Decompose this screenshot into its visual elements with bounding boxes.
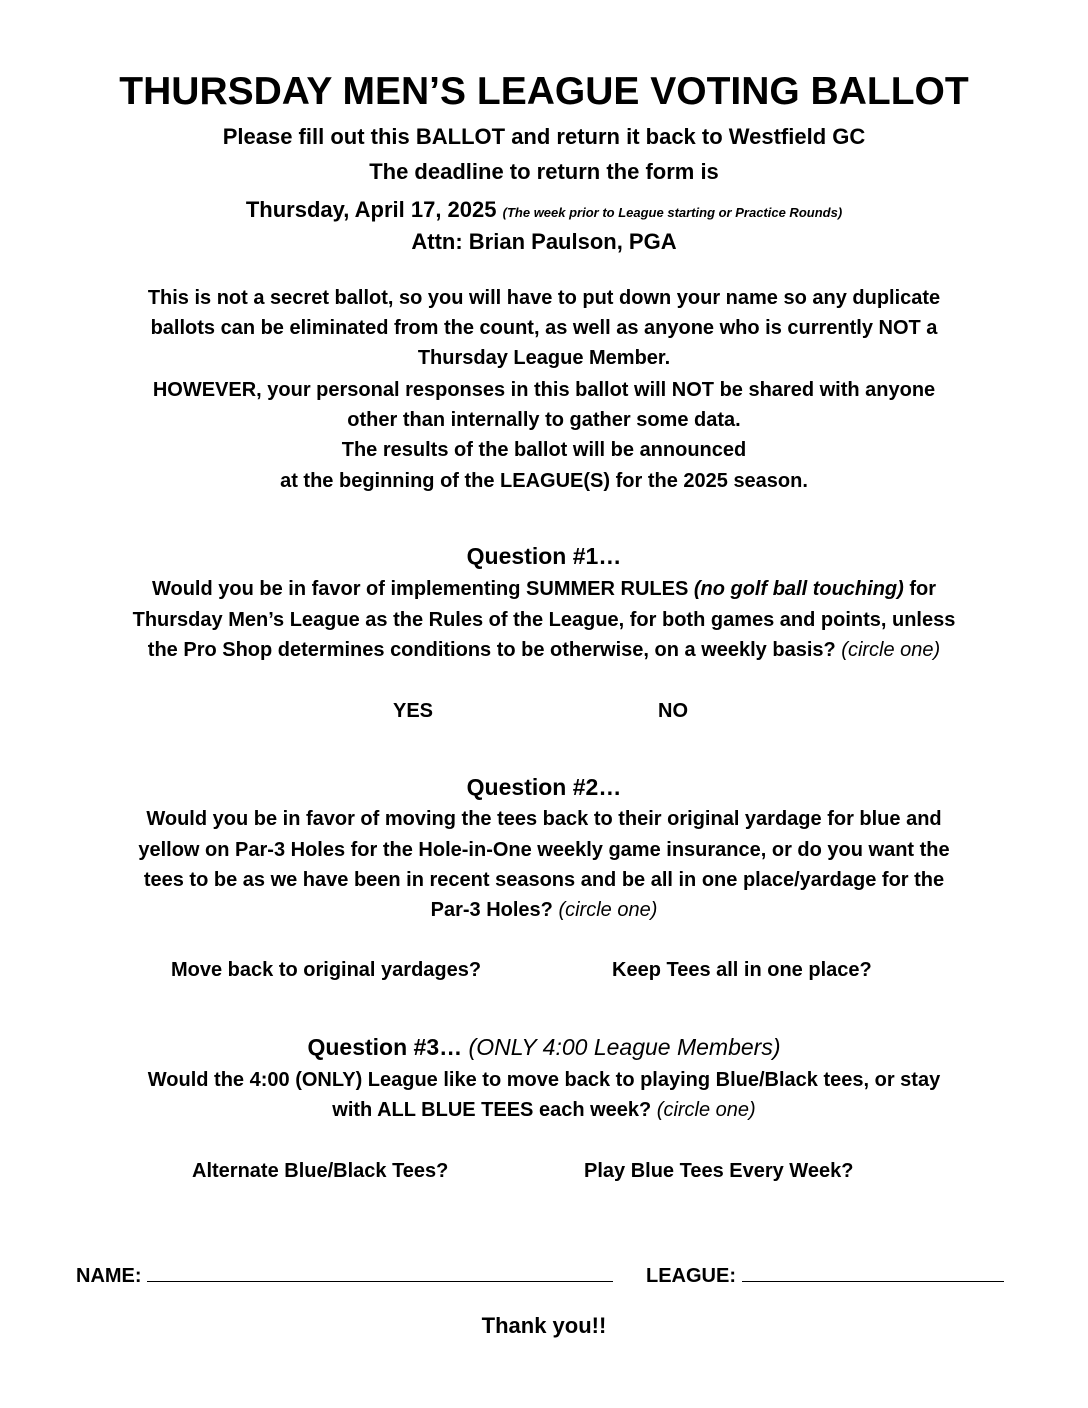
intro-line: The results of the ballot will be announced xyxy=(341,439,747,461)
league-label: LEAGUE: xyxy=(646,1265,736,1287)
thank-you: Thank you!! xyxy=(481,1313,607,1338)
question-1-text xyxy=(0,635,1088,665)
question-1-text xyxy=(0,574,1088,604)
deadline-intro: The deadline to return the form is xyxy=(369,159,719,184)
question-3-heading xyxy=(0,1032,1088,1062)
intro-line: ballots can be eliminated from the count, as well as anyone who is currently NOT a xyxy=(150,317,938,339)
intro-line: other than internally to gather some data. xyxy=(347,409,741,431)
question-1-heading: Question #1… xyxy=(466,543,622,569)
q1-text-part: Would you be in favor of implementing SUMMER RULES xyxy=(151,578,694,600)
option-keep-tees[interactable]: Keep Tees all in one place? xyxy=(612,959,872,981)
question-2-heading: Question #2… xyxy=(466,774,622,800)
ballot-title: THURSDAY MEN’S LEAGUE VOTING BALLOT xyxy=(119,70,969,113)
question-2-text: tees to be as we have been in recent seasons and be all in one place/yardage for the xyxy=(143,869,945,891)
intro-line: at the beginning of the LEAGUE(S) for the 2025 season. xyxy=(280,470,808,492)
option-move-back[interactable]: Move back to original yardages? xyxy=(171,959,482,981)
name-input-line[interactable] xyxy=(147,1263,613,1282)
q2-text-part: Par-3 Holes? xyxy=(430,899,559,921)
circle-one-note: (circle one) xyxy=(841,639,941,661)
intro-line: Thursday League Member. xyxy=(417,347,671,369)
q3-text-part: with ALL BLUE TEES each week? xyxy=(332,1099,657,1121)
question-2-text: Would you be in favor of moving the tees back to their original yardage for blue and xyxy=(146,808,942,830)
q3-heading-note: (ONLY 4:00 League Members) xyxy=(462,1034,781,1060)
circle-one-note: (circle one) xyxy=(656,1099,756,1121)
question-2-text xyxy=(0,895,1088,925)
deadline-line xyxy=(0,195,1088,228)
question-2-text: yellow on Par-3 Holes for the Hole-in-One weekly game insurance, or do you want the xyxy=(138,839,950,861)
league-field[interactable] xyxy=(646,1261,1004,1291)
intro-line: This is not a secret ballot, so you will have to put down your name so any duplicate xyxy=(147,287,941,309)
q1-text-part: the Pro Shop determines conditions to be otherwise, on a weekly basis? xyxy=(147,639,842,661)
return-instructions: Please fill out this BALLOT and return it back to Westfield GC xyxy=(222,124,866,149)
option-no[interactable]: NO xyxy=(658,700,688,722)
attention-line: Attn: Brian Paulson, PGA xyxy=(411,229,677,254)
q3-heading-text: Question #3… xyxy=(307,1034,463,1060)
league-input-line[interactable] xyxy=(742,1263,1004,1282)
question-3-text xyxy=(0,1095,1088,1125)
name-label: NAME: xyxy=(76,1265,142,1287)
option-yes[interactable]: YES xyxy=(393,700,434,722)
name-field[interactable] xyxy=(76,1261,613,1291)
q1-text-italic: (no golf ball touching) xyxy=(693,578,904,600)
deadline-note: (The week prior to League starting or Practice Rounds) xyxy=(502,205,843,220)
option-blue-tees[interactable]: Play Blue Tees Every Week? xyxy=(584,1160,854,1182)
deadline-date: Thursday, April 17, 2025 xyxy=(245,197,497,222)
q1-text-part: for xyxy=(903,578,937,600)
question-1-text: Thursday Men’s League as the Rules of the League, for both games and points, unless xyxy=(132,609,956,631)
option-alternate-tees[interactable]: Alternate Blue/Black Tees? xyxy=(192,1160,449,1182)
question-3-text: Would the 4:00 (ONLY) League like to move back to playing Blue/Black tees, or stay xyxy=(147,1069,941,1091)
intro-line: HOWEVER, your personal responses in this ballot will NOT be shared with anyone xyxy=(152,379,936,401)
circle-one-note: (circle one) xyxy=(558,899,658,921)
